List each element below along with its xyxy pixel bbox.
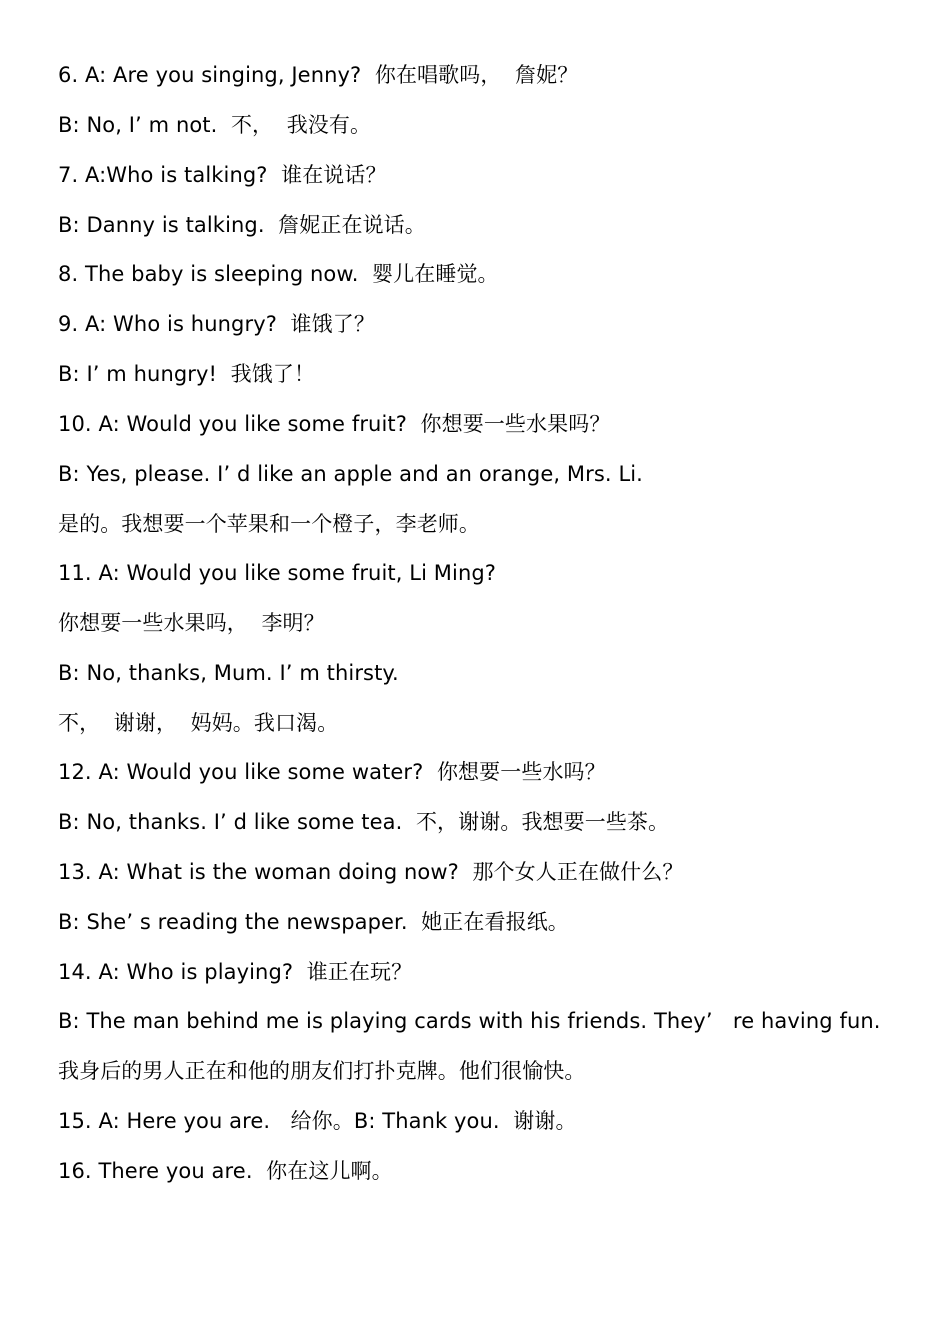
dialogue-line-15: 15. A: Here you are. 给你。B: Thank you. 谢谢。: [58, 1109, 577, 1133]
dialogue-line-13b: B: She’ s reading the newspaper. 她正在看报纸。: [58, 910, 569, 934]
dialogue-line-10a: 10. A: Would you like some fruit? 你想要一些水果吗？: [58, 412, 611, 436]
dialogue-line-12a: 12. A: Would you like some water? 你想要一些水吗？: [58, 760, 606, 784]
dialogue-line-7a: 7. A:Who is talking? 谁在说话？: [58, 163, 387, 187]
translation-line-14b: 我身后的男人正在和他的朋友们打扑克牌。他们很愉快。: [58, 1059, 586, 1083]
sentence-line-8: 8. The baby is sleeping now. 婴儿在睡觉。: [58, 262, 499, 286]
dialogue-line-6b: B: No, I’ m not. 不， 我没有。: [58, 113, 372, 137]
translation-line-11a: 你想要一些水果吗， 李明？: [58, 611, 325, 635]
dialogue-line-14a: 14. A: Who is playing? 谁正在玩？: [58, 960, 413, 984]
dialogue-line-9a: 9. A: Who is hungry? 谁饿了？: [58, 312, 375, 336]
dialogue-line-7b: B: Danny is talking. 詹妮正在说话。: [58, 213, 426, 237]
translation-line-10b: 是的。我想要一个苹果和一个橙子，李老师。: [58, 512, 480, 536]
dialogue-line-10b: B: Yes, please. I’ d like an apple and an orange, Mrs. Li.: [58, 462, 643, 486]
translation-line-11b: 不， 谢谢， 妈妈。我口渴。: [58, 711, 339, 735]
dialogue-line-6a: 6. A: Are you singing, Jenny? 你在唱歌吗， 詹妮？: [58, 63, 579, 87]
dialogue-line-12b: B: No, thanks. I’ d like some tea. 不，谢谢。我想要一些茶。: [58, 810, 670, 834]
dialogue-line-11a: 11. A: Would you like some fruit, Li Ming?: [58, 561, 497, 585]
sentence-line-16: 16. There you are. 你在这儿啊。: [58, 1159, 393, 1183]
dialogue-line-14b: B: The man behind me is playing cards with his friends. They’ re having fun.: [58, 1009, 881, 1033]
dialogue-line-13a: 13. A: What is the woman doing now? 那个女人正在做什么？: [58, 860, 684, 884]
dialogue-line-11b: B: No, thanks, Mum. I’ m thirsty.: [58, 661, 399, 685]
dialogue-line-9b: B: I’ m hungry! 我饿了！: [58, 362, 316, 386]
